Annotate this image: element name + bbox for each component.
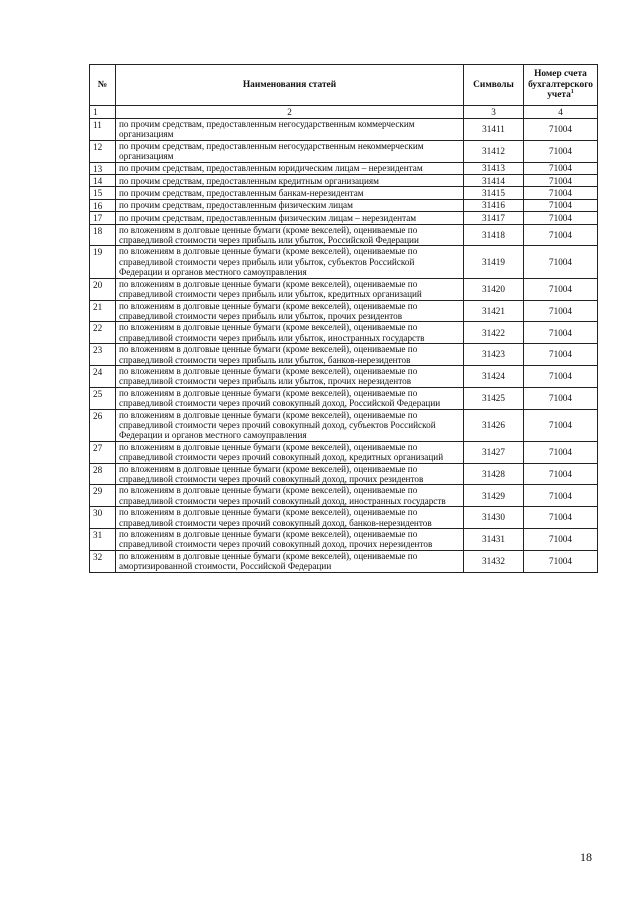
row-symbol: 31432 <box>464 550 524 572</box>
header-number: № <box>90 65 116 106</box>
row-symbol: 31427 <box>464 441 524 463</box>
row-account-number: 71004 <box>524 162 598 174</box>
row-account-number: 71004 <box>524 441 598 463</box>
row-item-name: по прочим средствам, предоставленным физическим лицам – нерезидентам <box>116 212 464 224</box>
row-number: 32 <box>90 550 116 572</box>
row-number: 14 <box>90 175 116 187</box>
table-row <box>90 224 598 246</box>
table-row <box>90 365 598 387</box>
row-number: 22 <box>90 322 116 344</box>
row-item-name: по вложениям в долговые ценные бумаги (кроме векселей), оцениваемые по справедливой стоимости через прочий совокупный доход, кредитных организаций <box>116 441 464 463</box>
row-account-number: 71004 <box>524 365 598 387</box>
row-account-number: 71004 <box>524 119 598 141</box>
row-item-name: по вложениям в долговые ценные бумаги (кроме векселей), оцениваемые по справедливой стоимости через прочий совокупный доход, Российской Федерации <box>116 387 464 409</box>
header-account-text: Номер счета бухгалтерского учета <box>528 69 593 101</box>
table-row <box>90 550 598 572</box>
row-number: 12 <box>90 140 116 162</box>
row-symbol: 31431 <box>464 529 524 551</box>
row-symbol: 31422 <box>464 322 524 344</box>
row-account-number: 71004 <box>524 322 598 344</box>
row-item-name: по вложениям в долговые ценные бумаги (кроме векселей), оцениваемые по амортизированной стоимости, Российской Федерации <box>116 550 464 572</box>
row-account-number: 71004 <box>524 187 598 199</box>
row-number: 15 <box>90 187 116 199</box>
row-number: 23 <box>90 344 116 366</box>
row-item-name: по прочим средствам, предоставленным негосударственным некоммерческим организациям <box>116 140 464 162</box>
row-symbol: 31417 <box>464 212 524 224</box>
row-symbol: 31428 <box>464 463 524 485</box>
row-number: 31 <box>90 529 116 551</box>
row-account-number: 71004 <box>524 175 598 187</box>
row-symbol: 31426 <box>464 409 524 441</box>
row-item-name: по прочим средствам, предоставленным негосударственным коммерческим организациям <box>116 119 464 141</box>
table-row <box>90 463 598 485</box>
table-row <box>90 529 598 551</box>
row-item-name: по прочим средствам, предоставленным кредитным организациям <box>116 175 464 187</box>
accounts-table <box>89 64 598 573</box>
row-number: 21 <box>90 300 116 322</box>
row-item-name: по вложениям в долговые ценные бумаги (кроме векселей), оцениваемые по справедливой стоимости через прочий совокупный доход, субъектов Российской Федерации и органов местного самоуправления <box>116 409 464 441</box>
row-account-number: 71004 <box>524 140 598 162</box>
header-item-name: Наименования статей <box>116 65 464 106</box>
row-symbol: 31412 <box>464 140 524 162</box>
row-account-number: 71004 <box>524 507 598 529</box>
row-item-name: по вложениям в долговые ценные бумаги (кроме векселей), оцениваемые по справедливой стоимости через прочий совокупный доход, прочих нерезидентов <box>116 529 464 551</box>
row-account-number: 71004 <box>524 463 598 485</box>
row-account-number: 71004 <box>524 246 598 278</box>
row-number: 27 <box>90 441 116 463</box>
row-symbol: 31413 <box>464 162 524 174</box>
table-row <box>90 387 598 409</box>
table-row <box>90 187 598 199</box>
row-number: 29 <box>90 485 116 507</box>
row-number: 24 <box>90 365 116 387</box>
row-account-number: 71004 <box>524 278 598 300</box>
table-row <box>90 175 598 187</box>
row-item-name: по вложениям в долговые ценные бумаги (кроме векселей), оцениваемые по справедливой стоимости через прочий совокупный доход, иностранных государств <box>116 485 464 507</box>
row-symbol: 31419 <box>464 246 524 278</box>
row-symbol: 31420 <box>464 278 524 300</box>
table-row <box>90 322 598 344</box>
row-symbol: 31430 <box>464 507 524 529</box>
row-item-name: по вложениям в долговые ценные бумаги (кроме векселей), оцениваемые по справедливой стоимости через прибыль или убыток, прочих нерезидентов <box>116 365 464 387</box>
row-item-name: по прочим средствам, предоставленным физическим лицам <box>116 199 464 211</box>
row-account-number: 71004 <box>524 344 598 366</box>
footnote-marker: 1 <box>570 89 574 96</box>
row-account-number: 71004 <box>524 300 598 322</box>
table-row <box>90 485 598 507</box>
row-number: 16 <box>90 199 116 211</box>
row-account-number: 71004 <box>524 387 598 409</box>
row-symbol: 31415 <box>464 187 524 199</box>
row-symbol: 31411 <box>464 119 524 141</box>
row-account-number: 71004 <box>524 550 598 572</box>
row-item-name: по вложениям в долговые ценные бумаги (кроме векселей), оцениваемые по справедливой стоимости через прибыль или убыток, иностранных государств <box>116 322 464 344</box>
table-row <box>90 409 598 441</box>
header-symbols: Символы <box>464 65 524 106</box>
row-item-name: по вложениям в долговые ценные бумаги (кроме векселей), оцениваемые по справедливой стоимости через прибыль или убыток, субъектов Российской Федерации и органов местного самоуправления <box>116 246 464 278</box>
row-symbol: 31421 <box>464 300 524 322</box>
table-row <box>90 246 598 278</box>
column-index-row <box>90 106 598 119</box>
row-number: 25 <box>90 387 116 409</box>
column-index: 2 <box>116 106 464 119</box>
row-number: 13 <box>90 162 116 174</box>
column-index: 4 <box>524 106 598 119</box>
row-number: 17 <box>90 212 116 224</box>
row-symbol: 31425 <box>464 387 524 409</box>
row-number: 11 <box>90 119 116 141</box>
column-index: 1 <box>90 106 116 119</box>
table-row <box>90 278 598 300</box>
row-number: 26 <box>90 409 116 441</box>
row-item-name: по вложениям в долговые ценные бумаги (кроме векселей), оцениваемые по справедливой стоимости через прочий совокупный доход, банков-нерезидентов <box>116 507 464 529</box>
column-index: 3 <box>464 106 524 119</box>
table-header-row <box>90 65 598 106</box>
row-account-number: 71004 <box>524 199 598 211</box>
row-number: 28 <box>90 463 116 485</box>
row-item-name: по прочим средствам, предоставленным юридическим лицам – нерезидентам <box>116 162 464 174</box>
page-number: 18 <box>580 850 592 864</box>
row-item-name: по вложениям в долговые ценные бумаги (кроме векселей), оцениваемые по справедливой стоимости через прибыль или убыток, кредитных организаций <box>116 278 464 300</box>
row-account-number: 71004 <box>524 224 598 246</box>
row-item-name: по вложениям в долговые ценные бумаги (кроме векселей), оцениваемые по справедливой стоимости через прибыль или убыток, Российской Федерации <box>116 224 464 246</box>
row-item-name: по вложениям в долговые ценные бумаги (кроме векселей), оцениваемые по справедливой стоимости через прочий совокупный доход, прочих резидентов <box>116 463 464 485</box>
row-number: 30 <box>90 507 116 529</box>
row-account-number: 71004 <box>524 485 598 507</box>
row-number: 18 <box>90 224 116 246</box>
row-symbol: 31429 <box>464 485 524 507</box>
row-account-number: 71004 <box>524 212 598 224</box>
row-account-number: 71004 <box>524 409 598 441</box>
table-row <box>90 300 598 322</box>
row-symbol: 31423 <box>464 344 524 366</box>
row-account-number: 71004 <box>524 529 598 551</box>
row-item-name: по вложениям в долговые ценные бумаги (кроме векселей), оцениваемые по справедливой стоимости через прибыль или убыток, банков-нерезидентов <box>116 344 464 366</box>
table-row <box>90 212 598 224</box>
row-number: 19 <box>90 246 116 278</box>
row-symbol: 31424 <box>464 365 524 387</box>
row-number: 20 <box>90 278 116 300</box>
table-row <box>90 344 598 366</box>
table-row <box>90 507 598 529</box>
row-symbol: 31418 <box>464 224 524 246</box>
table-row <box>90 162 598 174</box>
table-row <box>90 140 598 162</box>
table-row <box>90 119 598 141</box>
row-item-name: по вложениям в долговые ценные бумаги (кроме векселей), оцениваемые по справедливой стоимости через прибыль или убыток, прочих резидентов <box>116 300 464 322</box>
table-row <box>90 199 598 211</box>
table-row <box>90 441 598 463</box>
row-symbol: 31416 <box>464 199 524 211</box>
row-symbol: 31414 <box>464 175 524 187</box>
header-account-number <box>524 65 598 106</box>
row-item-name: по прочим средствам, предоставленным банкам-нерезидентам <box>116 187 464 199</box>
